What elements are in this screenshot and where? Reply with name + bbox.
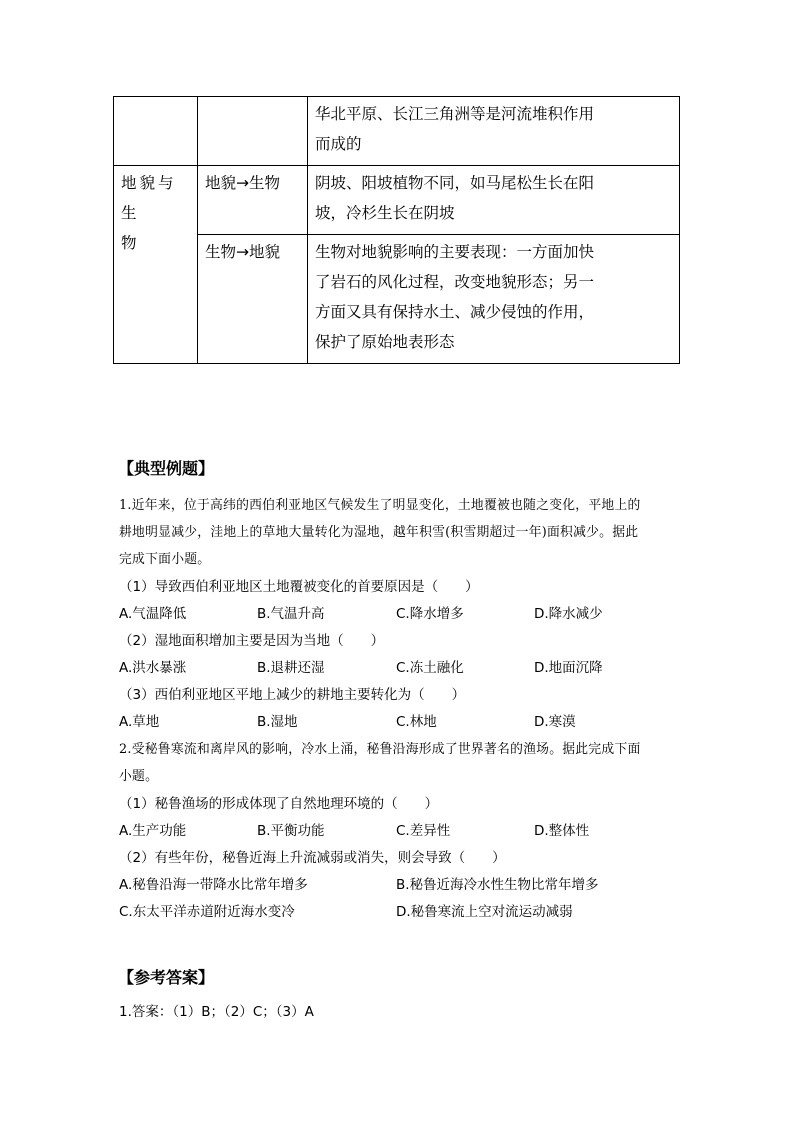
option-row — [119, 873, 719, 893]
sub-question: （2）有些年份，秘鲁近海上升流减弱或消失，则会导致（ ） — [119, 850, 506, 866]
option: D.寒漠 — [534, 714, 576, 730]
option: B.退耕还湿 — [257, 660, 325, 676]
table-row — [114, 166, 680, 235]
option: C.林地 — [396, 714, 437, 730]
option: B.湿地 — [257, 714, 298, 730]
table-cell — [114, 166, 198, 364]
question-stem: 小题。 — [119, 769, 159, 784]
option: C.降水增多 — [396, 606, 464, 622]
table-cell — [308, 97, 680, 166]
question-stem: 完成下面小题。 — [119, 552, 211, 567]
cell-text: 而成的 — [315, 135, 362, 153]
table-cell — [308, 235, 680, 364]
table-row — [114, 97, 680, 166]
cell-text: 华北平原、长江三角洲等是河流堆积作用 — [315, 105, 595, 123]
cell-text: 方面又具有保持水土、减少侵蚀的作用， — [315, 303, 595, 321]
sub-question: （2）湿地面积增加主要是因为当地（ ） — [119, 633, 385, 649]
option: D.地面沉降 — [534, 660, 603, 676]
question-stem: 2.受秘鲁寒流和离岸风的影响，冷水上涌，秘鲁沿海形成了世界著名的渔场。据此完成下面 — [119, 742, 641, 757]
table-cell: 地貌→生物 — [198, 166, 308, 235]
option: D.降水减少 — [534, 606, 603, 622]
sub-question: （3）西伯利亚地区平地上减少的耕地主要转化为（ ） — [119, 687, 466, 703]
landform-table — [113, 96, 680, 364]
option-row — [119, 710, 719, 730]
table-cell — [114, 97, 198, 166]
cell-text: 生物对地貌影响的主要表现：一方面加快 — [315, 243, 595, 261]
option-row — [119, 656, 719, 676]
option-row — [119, 900, 719, 920]
table-cell: 生物→地貌 — [198, 235, 308, 364]
cell-text: 了岩石的风化过程，改变地貌形态；另一 — [315, 273, 595, 291]
section-heading-examples: 【典型例题】 — [118, 459, 215, 478]
table-cell — [198, 97, 308, 166]
cell-text: 物 — [121, 234, 140, 252]
question-stem: 耕地明显减少，洼地上的草地大量转化为湿地，越年积雪(积雪期超过一年)面积减少。据此 — [119, 525, 639, 540]
answer-line: 1.答案：（1）B；（2）C；（3）A — [119, 1004, 314, 1020]
option: C.差异性 — [396, 823, 451, 839]
sub-question: （1）导致西伯利亚地区土地覆被变化的首要原因是（ ） — [119, 579, 479, 595]
option: B.气温升高 — [257, 606, 325, 622]
option: B.秘鲁近海冷水性生物比常年增多 — [396, 877, 599, 893]
option: D.秘鲁寒流上空对流运动减弱 — [396, 904, 573, 920]
option-row — [119, 602, 719, 622]
cell-text: 阴坡、阳坡植物不同，如马尾松生长在阳 — [315, 174, 595, 192]
option: C.东太平洋赤道附近海水变冷 — [119, 904, 295, 920]
option: D.整体性 — [534, 823, 590, 839]
option: A.洪水暴涨 — [119, 660, 187, 676]
option: A.草地 — [119, 714, 160, 730]
option: A.气温降低 — [119, 606, 187, 622]
option-row — [119, 819, 719, 839]
section-heading-answers: 【参考答案】 — [118, 968, 215, 987]
cell-text: 坡，冷杉生长在阴坡 — [315, 204, 455, 222]
option: B.平衡功能 — [257, 823, 325, 839]
question-stem: 1.近年来，位于高纬的西伯利亚地区气候发生了明显变化，土地覆被也随之变化，平地上的 — [119, 498, 641, 513]
option: A.秘鲁沿海一带降水比常年增多 — [119, 877, 308, 893]
table-row — [114, 235, 680, 364]
sub-question: （1）秘鲁渔场的形成体现了自然地理环境的（ ） — [119, 796, 439, 812]
option: A.生产功能 — [119, 823, 187, 839]
cell-text: 地貌与生 — [121, 174, 177, 222]
table-cell — [308, 166, 680, 235]
option: C.冻土融化 — [396, 660, 464, 676]
cell-text: 保护了原始地表形态 — [315, 333, 455, 351]
